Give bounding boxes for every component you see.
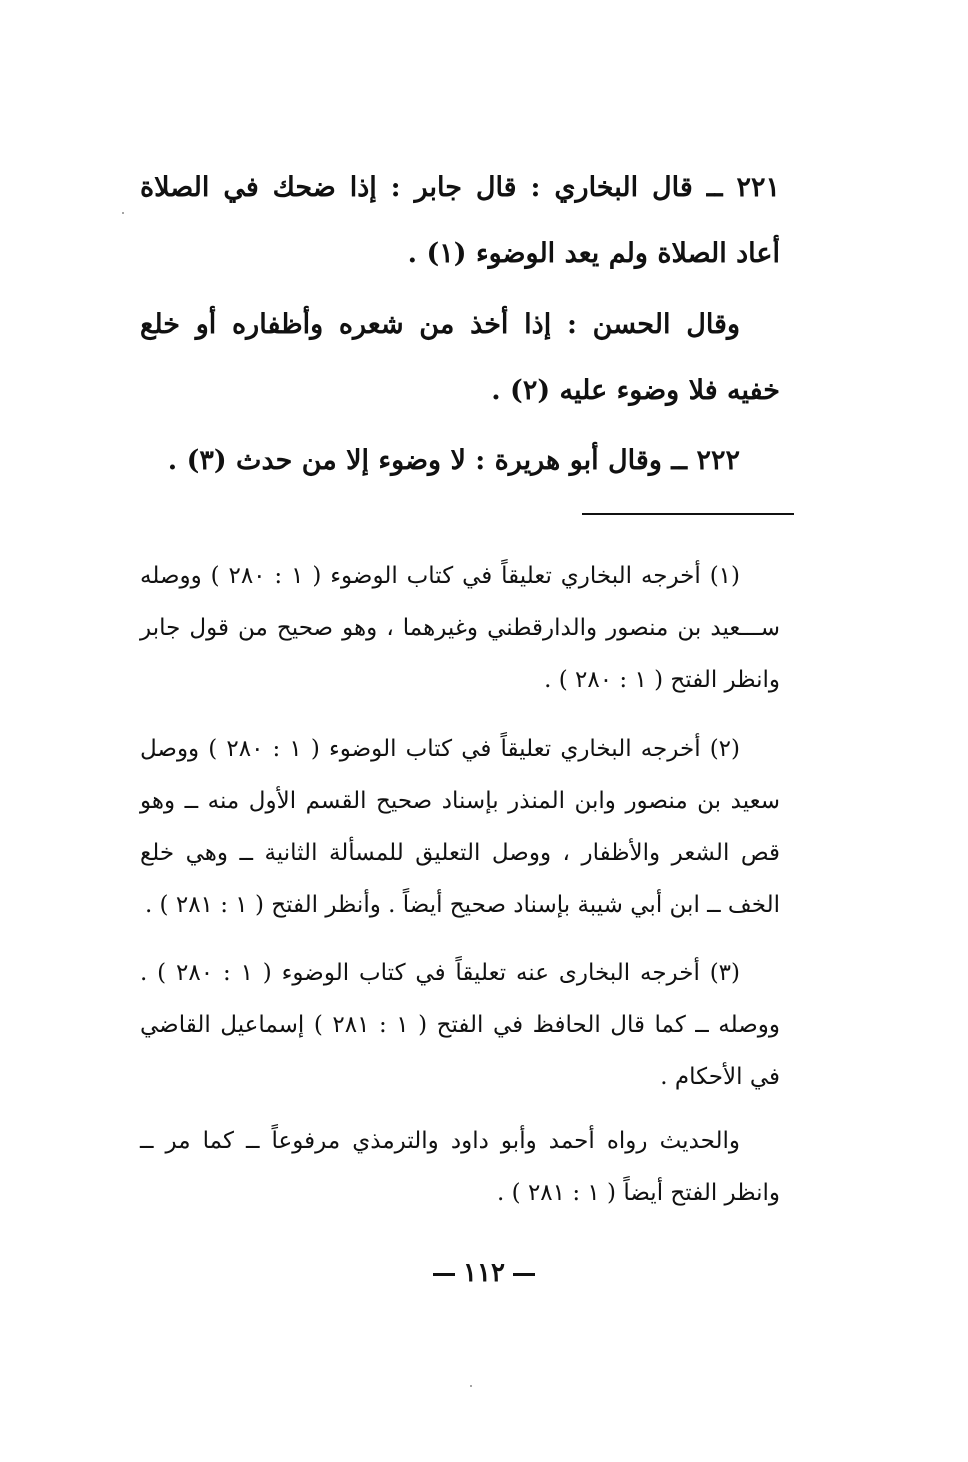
footnote-separator xyxy=(582,513,794,515)
footnote-1 xyxy=(140,550,780,706)
entry-221-text: ٢٢١ ــ قال البخاري : قال جابر : إذا ضحك في الصلاة أعاد الصلاة ولم يعد الوضوء (١) . xyxy=(140,172,780,269)
footnote-1-text: (١) أخرجه البخاري تعليقاً في كتاب الوضوء ( ١ : ٢٨٠ ) ووصله ســـعيد بن منصور والدارقطني وغيرهما ، وهو صحيح من قول جابر وانظر الفتح ( ١ : ٢٨٠ ) . xyxy=(140,563,780,693)
footnote-2 xyxy=(140,723,780,931)
footnote-2-text: (٢) أخرجه البخاري تعليقاً في كتاب الوضوء ( ١ : ٢٨٠ ) ووصل سعيد بن منصور وابن المنذر بإسناد صحيح القسم الأول منه ــ وهو قص الشعر والأظفار ، ووصل التعليق للمسألة الثانية ــ وهي خلع الخف ــ ابن أبي شيبة بإسناد صحيح أيضاً . وأنظر الفتح ( ١ : ٢٨١ ) . xyxy=(140,736,780,918)
entry-hasan-text: وقال الحسن : إذا أخذ من شعره وأظفاره أو خلع خفيه فلا وضوء عليه (٢) . xyxy=(140,309,780,406)
entry-221 xyxy=(140,155,780,287)
footnote-3-continuation-text: والحديث رواه أحمد وأبو داود والترمذي مرفوعاً ــ كما مر ــ وانظر الفتح أيضاً ( ١ : ٢٨١ ) . xyxy=(140,1128,780,1206)
scan-speck xyxy=(470,1385,472,1387)
entry-hasan xyxy=(140,292,780,424)
dash-left xyxy=(513,1273,535,1276)
footnote-3-text: (٣) أخرجه البخارى عنه تعليقاً في كتاب الوضوء ( ١ : ٢٨٠ ) . ووصله ــ كما قال الحافظ في الفتح ( ١ : ٢٨١ ) إسماعيل القاضي في الأحكام . xyxy=(140,960,780,1090)
page-number-value: ١١٢ xyxy=(463,1258,505,1288)
entry-222 xyxy=(140,428,780,494)
page-number xyxy=(0,1258,968,1288)
scan-speck xyxy=(122,212,124,214)
entry-222-text: ٢٢٢ ــ وقال أبو هريرة : لا وضوء إلا من حدث (٣) . xyxy=(167,445,740,476)
footnote-3-continuation xyxy=(140,1115,780,1219)
dash-right xyxy=(433,1273,455,1276)
footnote-3 xyxy=(140,947,780,1103)
